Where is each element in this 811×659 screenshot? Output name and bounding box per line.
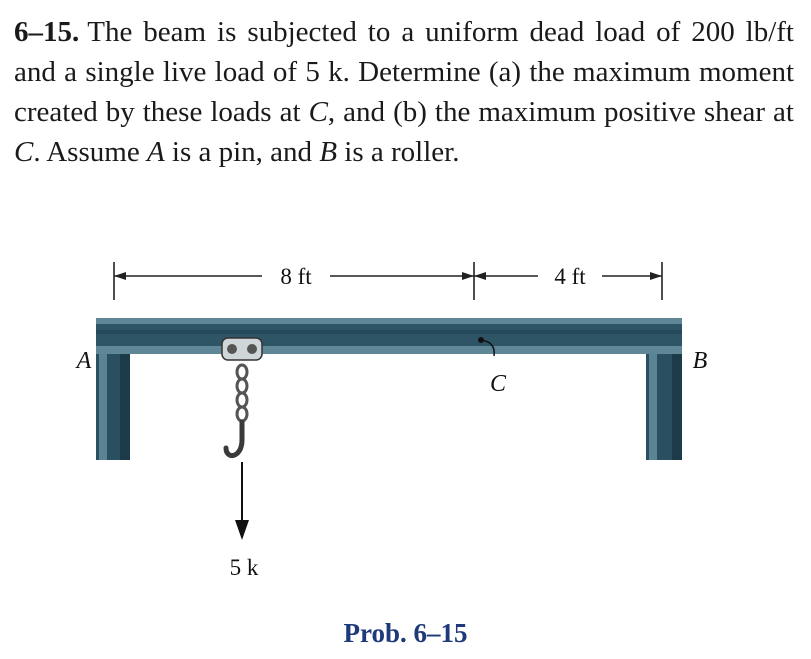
point-a-ref: A [146,136,165,168]
point-c-ref-1: C [308,96,328,128]
beam-top-flange [96,318,682,324]
label-c: C [489,371,507,397]
chain-link-1 [237,365,247,379]
beam-web-shade [96,330,682,334]
problem-text-4: is a pin, and [164,136,320,168]
column-left-highlight [99,352,107,460]
hook-icon [226,422,242,456]
problem-text-2: , and (b) the maximum positive shear at [327,96,794,128]
point-c-ref-2: C [14,136,34,168]
chain-link-3 [237,393,247,407]
beam-bottom-flange [96,346,682,354]
support-right [646,352,682,460]
dim-arrowhead-mid-left [462,272,474,280]
label-b: B [692,348,708,374]
dim-arrowhead-right [650,272,662,280]
problem-text-1: The beam is subjected to a uniform dead load of 200 lb/ft and a single live load of 5 k. Determine (a) the maximum moment created by these loads at [14,16,794,128]
load-arrow [235,462,249,540]
trolley-wheel-left [227,344,237,354]
point-b-ref: B [319,136,338,168]
load-label: 5 k [229,555,259,580]
beam [96,318,682,354]
figure-caption: Prob. 6–15 [343,618,468,648]
problem-number: 6–15. [14,16,80,48]
problem-text-3: . Assume [33,136,147,168]
trolley-wheel-right [247,344,257,354]
load-arrow-head [235,520,249,540]
chain-link-4 [237,407,247,421]
dim-label-4ft: 4 ft [554,264,586,289]
dim-arrowhead-left [114,272,126,280]
chain-link-2 [237,379,247,393]
dim-label-8ft: 8 ft [280,264,312,289]
column-left-shadow [120,352,130,460]
dim-arrowhead-mid-right [474,272,486,280]
column-right-highlight [649,352,657,460]
problem-text-5: is a roller. [337,136,460,168]
column-right-shadow [672,352,682,460]
trolley-hoist [222,338,262,456]
label-a: A [76,348,92,374]
support-left [96,352,130,460]
